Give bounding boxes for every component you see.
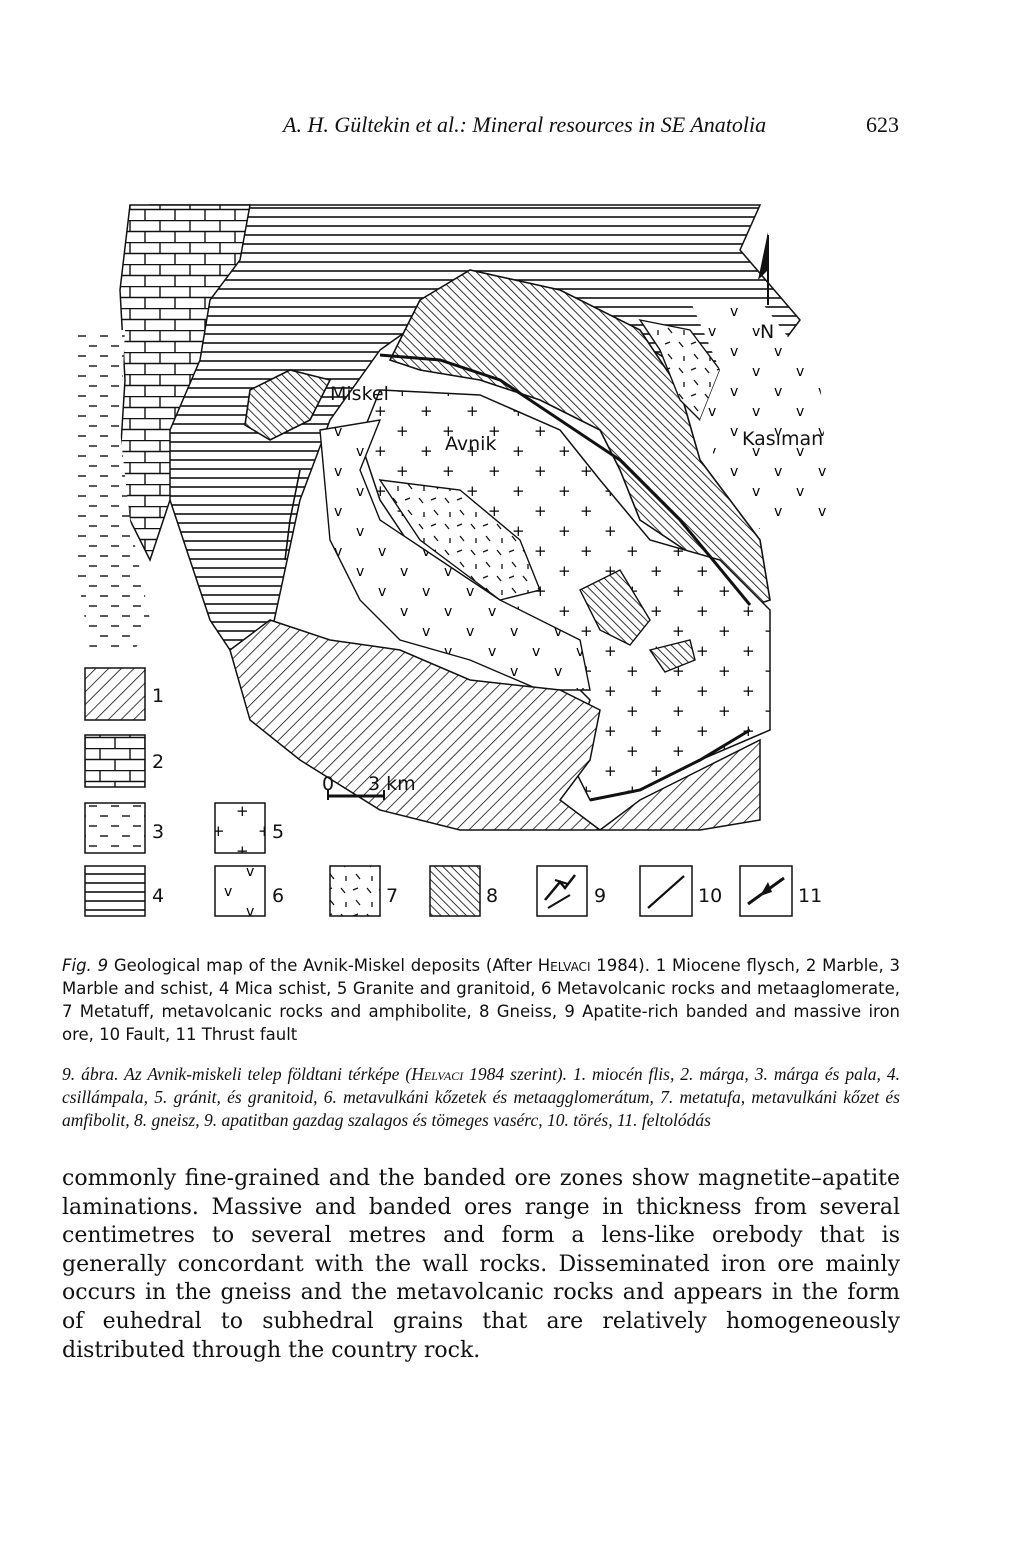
place-label-kasiman: Kasıman [742,428,824,450]
legend-num-3: 3 [152,821,165,843]
geological-map-figure [60,185,860,925]
legend-swatch-4 [85,866,145,916]
body-paragraph: commonly fine-grained and the banded ore zones show magnetite–apatite laminations. Massive and banded ores range in thickness from several centimetres to several metres and form a lens-like orebody that is generally concordant with the wall rocks. Disseminated iron ore mainly occurs in the gneiss and the metavolcanic rocks and appears in the form of euhedral to subhedral grains that are relatively homogeneously distributed through the country rock. [62,1166,900,1363]
legend-swatch-7 [330,866,380,916]
page-number: 623 [866,112,899,137]
caption-en-reference-author: Helvaci [537,956,591,975]
legend-swatch-11 [740,866,792,916]
legend-swatch-8 [430,866,480,916]
legend-num-4: 4 [152,885,165,907]
legend-swatch-6 [215,866,265,916]
figure-label: Fig. 9 [62,956,109,975]
legend-num-2: 2 [152,751,165,773]
legend-num-10: 10 [698,885,723,907]
place-label-avnik: Avnik [445,433,497,455]
caption-en-text-1: Geological map of the Avnik-Miskel deposits (After [108,956,538,975]
legend-swatch-2 [85,735,145,787]
running-head: A. H. Gültekin et al.: Mineral resources in SE Anatolia [283,112,767,137]
legend-num-11: 11 [798,885,823,907]
caption-hu-reference-author: Helvaci [411,1064,464,1084]
figure-caption-hungarian [62,1063,900,1132]
legend-num-1: 1 [152,685,165,707]
legend-num-9: 9 [594,885,607,907]
caption-hu-text-2: 1984 szerint). 1. miocén flis, 2. márga, 3. márga és pala, 4. csillámpala, 5. gránit, és granitoid, 6. metavulkáni kőzetek és metaagglomerátum, 7. metatufa, metavulkáni kőzet és amfibolit, 8. gneisz, 9. apatitban gazdag szalagos és tömeges vasérc, 10. törés, 11. feltolódás [62,1064,900,1130]
caption-hu-text-1: 9. ábra. Az Avnik-miskeli telep földtani térképe ( [62,1064,412,1084]
figure-caption-english [62,954,900,1046]
scale-zero-label: 0 [322,773,335,795]
legend-swatch-3 [85,803,145,853]
legend-num-8: 8 [486,885,499,907]
legend-swatch-5 [215,803,265,853]
legend-num-5: 5 [272,821,285,843]
legend-swatch-1 [85,668,145,720]
legend-swatch-10 [640,866,692,916]
scale-end-label: 3 km [368,773,416,795]
legend-num-6: 6 [272,885,285,907]
north-label: N [760,321,775,343]
legend-swatch-9 [537,866,587,916]
place-label-miskel: Miskel [330,383,389,405]
legend-num-7: 7 [386,885,399,907]
caption-en-text-2: 1984). 1 Miocene flysch, 2 Marble, 3 Marble and schist, 4 Mica schist, 5 Granite and granitoid, 6 Metavolcanic rocks and metaaglomerate, 7 Metatuff, metavolcanic rocks and amphibolite, 8 Gneiss, 9 Apatite-rich banded and massive iron ore, 10 Fault, 11 Thrust fault [62,956,900,1044]
